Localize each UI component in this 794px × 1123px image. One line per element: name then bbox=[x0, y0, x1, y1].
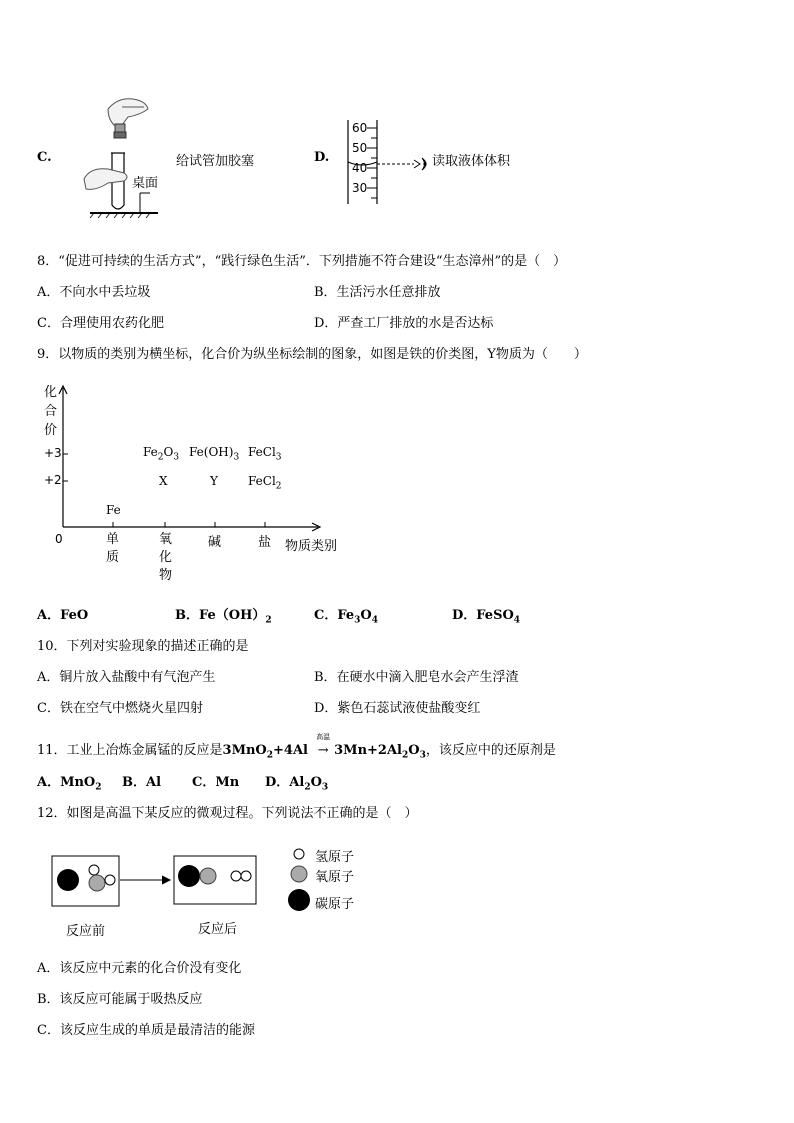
origin-label: 0 bbox=[55, 532, 63, 546]
point-fecl3: FeCl$_3$ bbox=[248, 445, 282, 463]
q11-option-c: C．Mn bbox=[192, 775, 240, 790]
q11-option-a: A．MnO$_2$ bbox=[37, 775, 102, 793]
legend-hydrogen: 氢原子 bbox=[315, 850, 355, 865]
y-tick-plus2: +2 bbox=[44, 473, 62, 487]
desk-label: 桌面 bbox=[132, 176, 159, 191]
x-category-salt: 盐 bbox=[258, 535, 272, 550]
q8-stem: 8．“促进可持续的生活方式”，“践行绿色生活”．下列措施不符合建设“生态漳州”的是（ ） bbox=[37, 254, 567, 269]
point-fe: Fe bbox=[106, 503, 121, 517]
stopper-test-tube-illustration bbox=[78, 95, 163, 220]
q11-option-b: B．Al bbox=[122, 775, 162, 790]
q7-option-c-caption: 给试管加胶塞 bbox=[176, 154, 255, 169]
q12-option-c: C．该反应生成的单质是最清洁的能源 bbox=[37, 1023, 255, 1038]
q12-stem: 12．如图是高温下某反应的微观过程。下列说法不正确的是（ ） bbox=[37, 806, 418, 821]
x-axis-label: 物质类别 bbox=[285, 539, 338, 554]
q12-option-a: A．该反应中元素的化合价没有变化 bbox=[37, 961, 242, 976]
q8-option-d: D．严查工厂排放的水是否达标 bbox=[314, 316, 494, 331]
point-feoh3: $Fe(OH)_3$ bbox=[189, 445, 240, 463]
q10-option-a: A．铜片放入盐酸中有气泡产生 bbox=[37, 670, 216, 685]
q9-option-d: D．FeSO$_4$ bbox=[452, 608, 521, 626]
q9-stem: 9．以物质的类别为横坐标，化合价为纵坐标绘制的图象，如图是铁的价类图，Y物质为（ ） bbox=[37, 347, 587, 362]
q8-option-a: A．不向水中丢垃圾 bbox=[37, 285, 151, 300]
q12-option-b: B．该反应可能属于吸热反应 bbox=[37, 992, 203, 1007]
point-fecl2: FeCl$_2$ bbox=[248, 474, 282, 492]
cylinder-tick-30: 30 bbox=[352, 181, 368, 195]
q10-option-b: B．在硬水中滴入肥皂水会产生浮渣 bbox=[314, 670, 519, 685]
legend-carbon: 碳原子 bbox=[315, 897, 355, 912]
reaction-arrow-icon: → bbox=[317, 743, 329, 758]
label-after: 反应后 bbox=[198, 922, 238, 937]
q9-option-b: B．$Fe(OH)_2$ bbox=[175, 608, 272, 626]
cylinder-tick-50: 50 bbox=[352, 141, 368, 155]
point-x: X bbox=[159, 474, 168, 488]
label-before: 反应前 bbox=[66, 924, 106, 939]
q8-option-c: C．合理使用农药化肥 bbox=[37, 316, 164, 331]
x-category-element: 单 质 bbox=[106, 532, 120, 565]
q9-option-a: A．FeO bbox=[37, 608, 89, 623]
q7-option-d-caption: 读取液体体积 bbox=[432, 154, 511, 169]
cylinder-tick-60: 60 bbox=[352, 121, 368, 135]
q10-option-c: C．铁在空气中燃烧火星四射 bbox=[37, 701, 203, 716]
y-axis-label: 化 合 价 bbox=[44, 385, 58, 438]
reaction-condition: 高温 bbox=[316, 733, 331, 741]
q11-option-d: D．$Al_2O_3$ bbox=[265, 775, 329, 793]
q7-option-d-letter: D. bbox=[314, 150, 330, 165]
cylinder-tick-40: 40 bbox=[352, 161, 368, 175]
q10-option-d: D．紫色石蕊试液使盐酸变红 bbox=[314, 701, 481, 716]
q9-option-c: C．$Fe_3O_4$ bbox=[314, 608, 378, 626]
q8-option-b: B．生活污水任意排放 bbox=[314, 285, 441, 300]
point-y: Y bbox=[210, 474, 218, 488]
legend-oxygen: 氧原子 bbox=[315, 870, 355, 885]
q7-option-c-letter: C. bbox=[37, 150, 52, 165]
x-category-base: 碱 bbox=[208, 535, 222, 550]
x-category-oxide: 氧 化 物 bbox=[159, 532, 173, 583]
q11-stem: 11．工业上冶炼金属锰的反应是3MnO$_2$+4Al 高温 → $3Mn+2Al_2O_3$，该反应中的还原剂是 bbox=[37, 733, 556, 761]
y-tick-plus3: +3 bbox=[44, 446, 62, 460]
point-fe2o3: $Fe_2O_3$ bbox=[143, 445, 180, 463]
q10-stem: 10．下列对实验现象的描述正确的是 bbox=[37, 639, 249, 654]
